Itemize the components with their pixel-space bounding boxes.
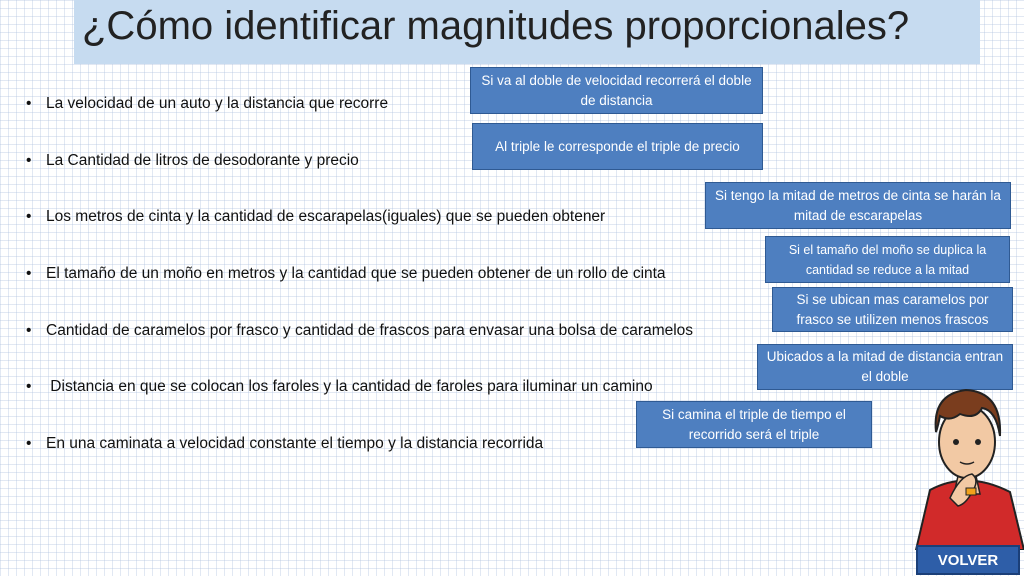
note-caminata[interactable]: Si camina el triple de tiempo el recorrido será el triple <box>636 401 872 448</box>
thinking-boy-illustration <box>910 380 1024 550</box>
list-item: • La velocidad de un auto y la distancia que recorre <box>26 95 389 112</box>
note-caramelos[interactable]: Si se ubican mas caramelos por frasco se utilizen menos frascos <box>772 287 1013 332</box>
note-mono[interactable]: Si el tamaño del moño se duplica la cantidad se reduce a la mitad <box>765 236 1010 283</box>
page-title: ¿Cómo identificar magnitudes proporcionales? <box>82 4 910 48</box>
list-item: • Los metros de cinta y la cantidad de escarapelas(iguales) que se pueden obtener <box>26 208 606 225</box>
list-item: • La Cantidad de litros de desodorante y precio <box>26 152 359 169</box>
note-faroles[interactable]: Ubicados a la mitad de distancia entran el doble <box>757 344 1013 390</box>
volver-button[interactable]: VOLVER <box>916 545 1020 575</box>
list-item: • Cantidad de caramelos por frasco y cantidad de frascos para envasar una bolsa de caramelos <box>26 322 694 339</box>
list-item: • En una caminata a velocidad constante el tiempo y la distancia recorrida <box>26 435 544 452</box>
list-item: • Distancia en que se colocan los faroles y la cantidad de faroles para iluminar un camino <box>26 378 653 395</box>
note-precio[interactable]: Al triple le corresponde el triple de precio <box>472 123 763 170</box>
list-item: • El tamaño de un moño en metros y la cantidad que se pueden obtener de un rollo de cinta <box>26 265 666 282</box>
note-cinta[interactable]: Si tengo la mitad de metros de cinta se harán la mitad de escarapelas <box>705 182 1011 229</box>
note-velocidad[interactable]: Si va al doble de velocidad recorrerá el doble de distancia <box>470 67 763 114</box>
